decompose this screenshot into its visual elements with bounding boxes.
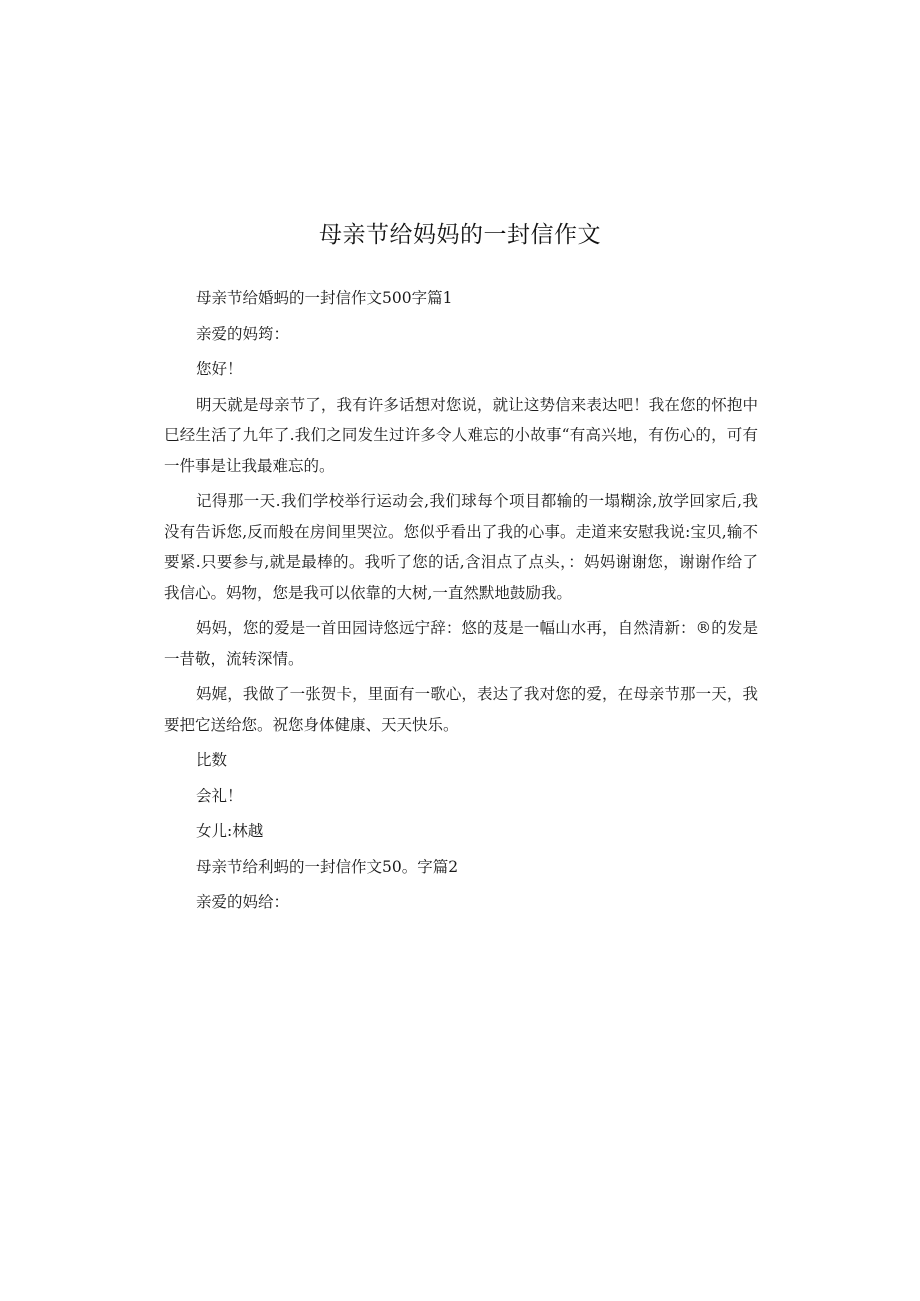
greeting: 您好！ bbox=[196, 360, 243, 378]
paragraph-praise: 妈妈，您的爱是一首田园诗悠远宁辞：悠的芨是一幅山水再，自然清新：®的发是一昔敬，流转深情。 bbox=[164, 619, 758, 668]
paragraph-sports-day: 记得那一天.我们学校举行运动会,我们球每个项目都输的一塌糊涂,放学回家后,我没有告诉您,反而般在房间里哭泣。您似乎看出了我的心事。走道来安慰我说:宝贝,输不要紧.只要参与,就是最棒的。我听了您的话,含泪点了点头，：妈妈谢谢您，谢谢作给了我信心。妈物，您是我可以依靠的大树,一直然默地鼓励我。 bbox=[164, 492, 758, 602]
document-body bbox=[164, 283, 758, 918]
document-title: 母亲节给妈妈的一封信作文 bbox=[319, 222, 601, 248]
closing-line-2: 会礼！ bbox=[196, 786, 243, 805]
salutation-2: 亲爱的妈给： bbox=[196, 893, 290, 911]
signature: 女儿:林越 bbox=[196, 822, 264, 840]
closing-line-1: 比数 bbox=[196, 751, 228, 769]
paragraph-card: 妈娓，我做了一张贺卡，里面有一歌心，表达了我对您的爱，在母亲节那一天，我要把它送给您。祝您身体健康、天天快乐。 bbox=[164, 685, 758, 734]
section-heading-1: 母亲节给婚蚂的一封信作文500字篇1 bbox=[196, 289, 453, 307]
salutation: 亲爱的妈筠： bbox=[196, 324, 290, 343]
paragraph-intro: 明天就是母亲节了，我有许多话想对您说，就让这势信来表达吧！我在您的怀抱中巳经生活了九年了.我们之同发生过许多令人难忘的小故事“有高兴地，有伤心的，可有一件事是让我最难忘的。 bbox=[164, 395, 758, 475]
section-heading-2: 母亲节给利蚂的一封信作文50。字篇2 bbox=[196, 857, 459, 876]
